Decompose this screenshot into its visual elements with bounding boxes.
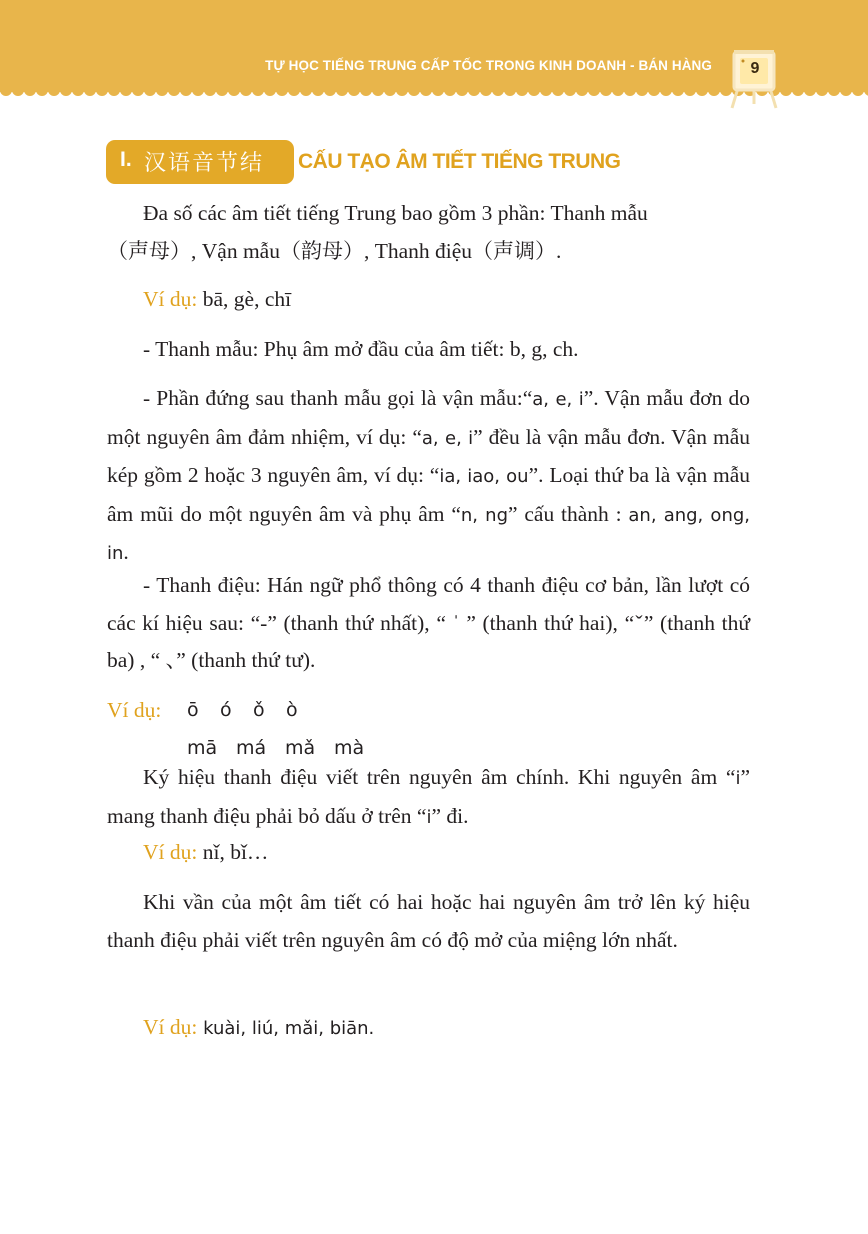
tone-vowel: ò (286, 699, 298, 721)
paragraph-tones: - Thanh điệu: Hán ngữ phổ thông có 4 thanh điệu cơ bản, lần lượt có các kí hiệu sau: “-” (thanh thứ nhất), “ ˈ ” (thanh thứ hai), “ˇ” (thanh thứ ba) , “ 、” (thanh thứ tư). (107, 573, 750, 672)
tone-vowel: ō (187, 699, 199, 721)
tone-vowel: ó (220, 699, 232, 721)
example-label: Ví dụ: (107, 698, 162, 722)
paragraph-initials: - Thanh mẫu: Phụ âm mở đầu của âm tiết: b, g, ch. (143, 337, 579, 361)
section-number: I. (120, 148, 132, 171)
tone-syllable-row (187, 737, 383, 759)
paragraph-finals: - Phần đứng sau thanh mẫu gọi là vận mẫu:“a, e, i”. Vận mẫu đơn do một nguyên âm đảm nhiệm, ví dụ: “a, e, i” đều là vận mẫu đơn. Vận mẫu kép gồm 2 hoặc 3 nguyên âm, ví dụ: “ia, iao, ou”. Loại thứ ba là vận mẫu âm mũi do một nguyên âm và phụ âm “n, ng” cấu thành : an, ang, ong, in. (107, 386, 751, 564)
chinese-term: （声调） (472, 238, 557, 263)
paragraph-intro: Đa số các âm tiết tiếng Trung bao gồm 3 phần: Thanh mẫu （声母）, Vận mẫu（韵母）, Thanh điệu（声调）. (107, 201, 648, 263)
paragraph-tone-placement: Ký hiệu thanh điệu viết trên nguyên âm chính. Khi nguyên âm “i” mang thanh điệu phải bỏ dấu ở trên “i” đi. (107, 765, 750, 828)
example-1: Ví dụ: bā, gè, chī (143, 287, 292, 311)
chinese-term: （韵母） (279, 238, 364, 263)
tone-vowel-row (187, 699, 319, 721)
tone-vowel: ǒ (253, 699, 265, 721)
tone-syllable: má (236, 737, 267, 759)
tone-syllable: mǎ (285, 737, 316, 759)
easel-icon (728, 48, 780, 110)
page-number: 9 (750, 60, 760, 77)
chinese-term: （声母） (107, 238, 191, 263)
section-chinese-title: 汉语音节结 (144, 151, 265, 176)
book-title: TỰ HỌC TIẾNG TRUNG CẤP TỐC TRONG KINH DOANH - BÁN HÀNG (265, 58, 712, 73)
tone-syllable: mà (334, 737, 365, 759)
example-4: Ví dụ: kuài, liú, mǎi, biān. (143, 1015, 375, 1039)
example-3: Ví dụ: nǐ, bǐ… (143, 840, 269, 864)
paragraph-multi-vowel: Khi vần của một âm tiết có hai hoặc hai nguyên âm trở lên ký hiệu thanh điệu phải viết trên nguyên âm có độ mở của miệng lớn nhất. (107, 890, 750, 952)
section-title: CẤU TẠO ÂM TIẾT TIẾNG TRUNG (298, 150, 621, 173)
example-label: Ví dụ: (143, 1015, 198, 1039)
example-label: Ví dụ: (143, 287, 198, 311)
example-label: Ví dụ: (143, 840, 198, 864)
tone-syllable: mā (187, 737, 218, 759)
